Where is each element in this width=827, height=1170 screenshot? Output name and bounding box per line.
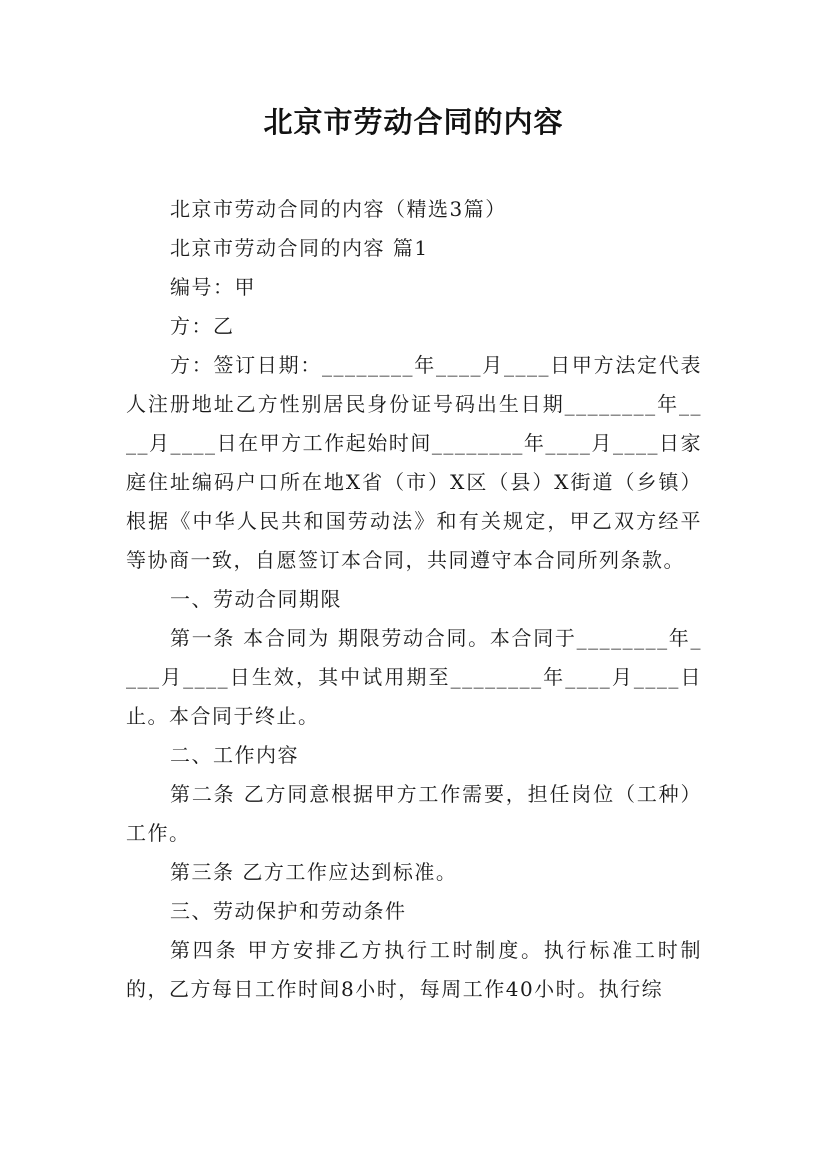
- paragraph-article-4: 第四条 甲方安排乙方执行工时制度。执行标准工时制的，乙方每日工作时间8小时，每周工作40小时。执行综: [126, 938, 702, 1001]
- document-body: [126, 190, 702, 1009]
- paragraph-article-3: 第三条 乙方工作应达到标准。: [170, 860, 458, 884]
- paragraph-article-1: 第一条 本合同为 期限劳动合同。本合同于________年____月____日生效，其中试用期至________年____月____日止。本合同于终止。: [126, 626, 702, 728]
- paragraph-heading-protection: 三、劳动保护和劳动条件: [170, 899, 407, 923]
- paragraph-heading-work: 二、工作内容: [170, 743, 299, 767]
- paragraph-heading-term: 一、劳动合同期限: [170, 587, 342, 611]
- paragraph-subtitle: 北京市劳动合同的内容（精选3篇）: [170, 197, 507, 221]
- paragraph-parties-info: 方：签订日期：________年____月____日甲方法定代表人注册地址乙方性别居民身份证号码出生日期________年____月____日在甲方工作起始时间________年____月____日家庭住址编码户口所在地X省（市）X区（县）X街道（乡镇）根据《中华人民共和国劳动法》和有关规定，甲乙双方经平等协商一致，自愿签订本合同，共同遵守本合同所列条款。: [126, 353, 702, 572]
- paragraph-article-2: 第二条 乙方同意根据甲方工作需要，担任岗位（工种）工作。: [126, 782, 702, 845]
- paragraph-party: 方：乙: [170, 314, 235, 338]
- document-title: 北京市劳动合同的内容: [263, 105, 564, 139]
- paragraph-section-heading: 北京市劳动合同的内容 篇1: [170, 236, 429, 260]
- paragraph-number: 编号：甲: [170, 275, 256, 299]
